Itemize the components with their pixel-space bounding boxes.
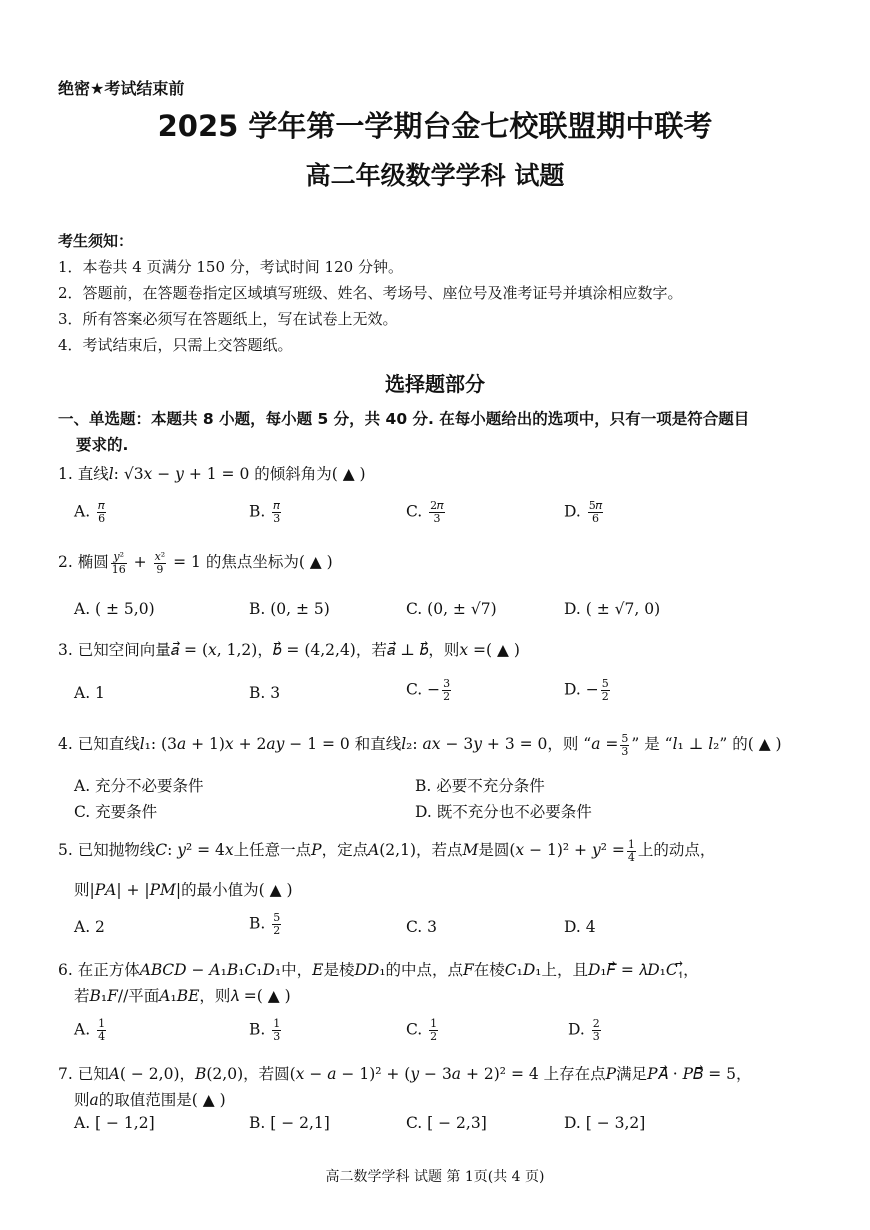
q6-option-d: D. $\frac{2}{3}$ xyxy=(568,1017,600,1043)
notice-item: 1．本卷共 4 页满分 150 分，考试时间 120 分钟。 xyxy=(58,258,403,276)
part-line-1: 一、单选题：本题共 8 小题，每小题 5 分，共 40 分. 在每小题给出的选项中，只有一项是符合题目 xyxy=(58,410,750,428)
notice-item: 3．所有答案必须写在答题纸上，写在试卷上无效。 xyxy=(58,310,398,328)
question-3-stem: 3. 已知空间向量𝑎⃗ = (𝑥, 1,2)，𝑏⃗ = (4,2,4)，若𝑎⃗ ⊥ 𝑏⃗，则𝑥 =( ▲ ) xyxy=(58,641,520,659)
question-7-line-2: 则𝑎的取值范围是( ▲ ) xyxy=(74,1091,226,1109)
question-7-stem: 7. 已知𝐴( − 2,0)，𝐵(2,0)，若圆(𝑥 − 𝑎 − 1)² + (𝑦 − 3𝑎 + 2)² = 4 上存在点𝑃满足𝑃𝐴⃗ · 𝑃𝐵⃗ = 5， xyxy=(58,1065,752,1083)
q6-option-b: B. $\frac{1}{3}$ xyxy=(249,1017,281,1043)
confidential-mark: 绝密★考试结束前 xyxy=(58,79,185,98)
q4-option-d: D. 既不充分也不必要条件 xyxy=(415,803,592,821)
q7-option-b: B. [ − 2,1] xyxy=(249,1114,330,1132)
exam-subtitle: 高二年级数学学科 试题 xyxy=(305,161,565,190)
q1-option-b: B. $\frac{\text{𝜋}}{3}$ xyxy=(249,499,281,525)
q5-option-a: A. 2 xyxy=(74,918,105,936)
q2-option-c: C. (0, ± √7) xyxy=(406,600,497,618)
q1-option-c: C. $\frac{\text{2𝜋}}{3}$ xyxy=(406,499,444,525)
q5-option-d: D. 4 xyxy=(564,918,596,936)
q7-option-a: A. [ − 1,2] xyxy=(74,1114,155,1132)
q4-option-b: B. 必要不充分条件 xyxy=(415,777,545,795)
notice-heading: 考生须知： xyxy=(58,232,134,250)
q2-option-b: B. (0, ± 5) xyxy=(249,600,330,618)
exam-title: 2025 学年第一学期台金七校联盟期中联考 xyxy=(157,109,713,143)
q1-option-d: D. $\frac{\text{5𝜋}}{6}$ xyxy=(564,499,603,525)
question-5-stem: 5. 已知抛物线𝐶: 𝑦² = 4𝑥上任意一点𝑃，定点𝐴(2,1)，若点𝑀是圆(𝑥 − 1)² + 𝑦² = $\frac{1}{4}$ 上的动点， xyxy=(58,837,716,864)
q5-option-b: B. $\frac{5}{2}$ xyxy=(249,911,281,937)
q1-option-a: A. $\frac{\text{𝜋}}{6}$ xyxy=(74,499,106,525)
q3-option-a: A. 1 xyxy=(74,684,105,702)
q4-option-c: C. 充要条件 xyxy=(74,803,158,821)
q7-option-c: C. [ − 2,3] xyxy=(406,1114,487,1132)
q3-option-c: C. − $\frac{3}{2}$ xyxy=(406,677,451,703)
q6-option-c: C. $\frac{1}{2}$ xyxy=(406,1017,438,1043)
part-instructions xyxy=(58,406,818,458)
q5-option-c: C. 3 xyxy=(406,918,438,936)
q2-option-d: D. ( ± √7, 0) xyxy=(564,600,661,618)
part-line-2: 要求的. xyxy=(76,436,129,454)
q3-option-d: D. − $\frac{5}{2}$ xyxy=(564,677,609,703)
question-6-line-2: 若𝐵₁𝐹//平面𝐴₁𝐵𝐸，则𝜆 =( ▲ ) xyxy=(74,987,291,1005)
q3-option-b: B. 3 xyxy=(249,684,281,702)
q2-option-a: A. ( ± 5,0) xyxy=(74,600,155,618)
q7-option-d: D. [ − 3,2] xyxy=(564,1114,646,1132)
page-footer: 高二数学学科 试题 第 1页(共 4 页) xyxy=(325,1169,545,1185)
question-4-stem: 4. 已知直线𝑙₁: (3𝑎 + 1)𝑥 + 2𝑎𝑦 − 1 = 0 和直线𝑙₂: 𝑎𝑥 − 3𝑦 + 3 = 0，则 “𝑎 = $\frac{5}{3}$ ” 是 “𝑙₁ ⊥ 𝑙₂” 的( ▲ ) xyxy=(58,731,782,758)
q6-option-a: A. $\frac{1}{4}$ xyxy=(74,1017,106,1043)
question-2-stem: 2. 椭圆 $\frac{\text{𝑦²}}{16}$ + $\frac{\text{𝑥²}}{9}$ = 1 的焦点坐标为( ▲ ) xyxy=(58,549,333,576)
question-1-stem: 1. 直线𝑙: √3𝑥 − 𝑦 + 1 = 0 的倾斜角为( ▲ ) xyxy=(58,465,366,483)
section-title: 选择题部分 xyxy=(385,372,485,396)
notice-item: 2．答题前，在答题卷指定区域填写班级、姓名、考场号、座位号及准考证号并填涂相应数字。 xyxy=(58,284,683,302)
q4-option-a: A. 充分不必要条件 xyxy=(74,777,204,795)
question-5-line-2: 则|𝑃𝐴| + |𝑃𝑀|的最小值为( ▲ ) xyxy=(74,881,293,899)
question-6-stem: 6. 在正方体𝐴𝐵𝐶𝐷 − 𝐴₁𝐵₁𝐶₁𝐷₁中，𝐸是棱𝐷𝐷₁的中点，点𝐹在棱𝐶₁𝐷₁上，且𝐷₁𝐹⃗ = 𝜆𝐷₁𝐶₁⃗， xyxy=(58,961,699,979)
notice-item: 4．考试结束后，只需上交答题纸。 xyxy=(58,336,293,354)
